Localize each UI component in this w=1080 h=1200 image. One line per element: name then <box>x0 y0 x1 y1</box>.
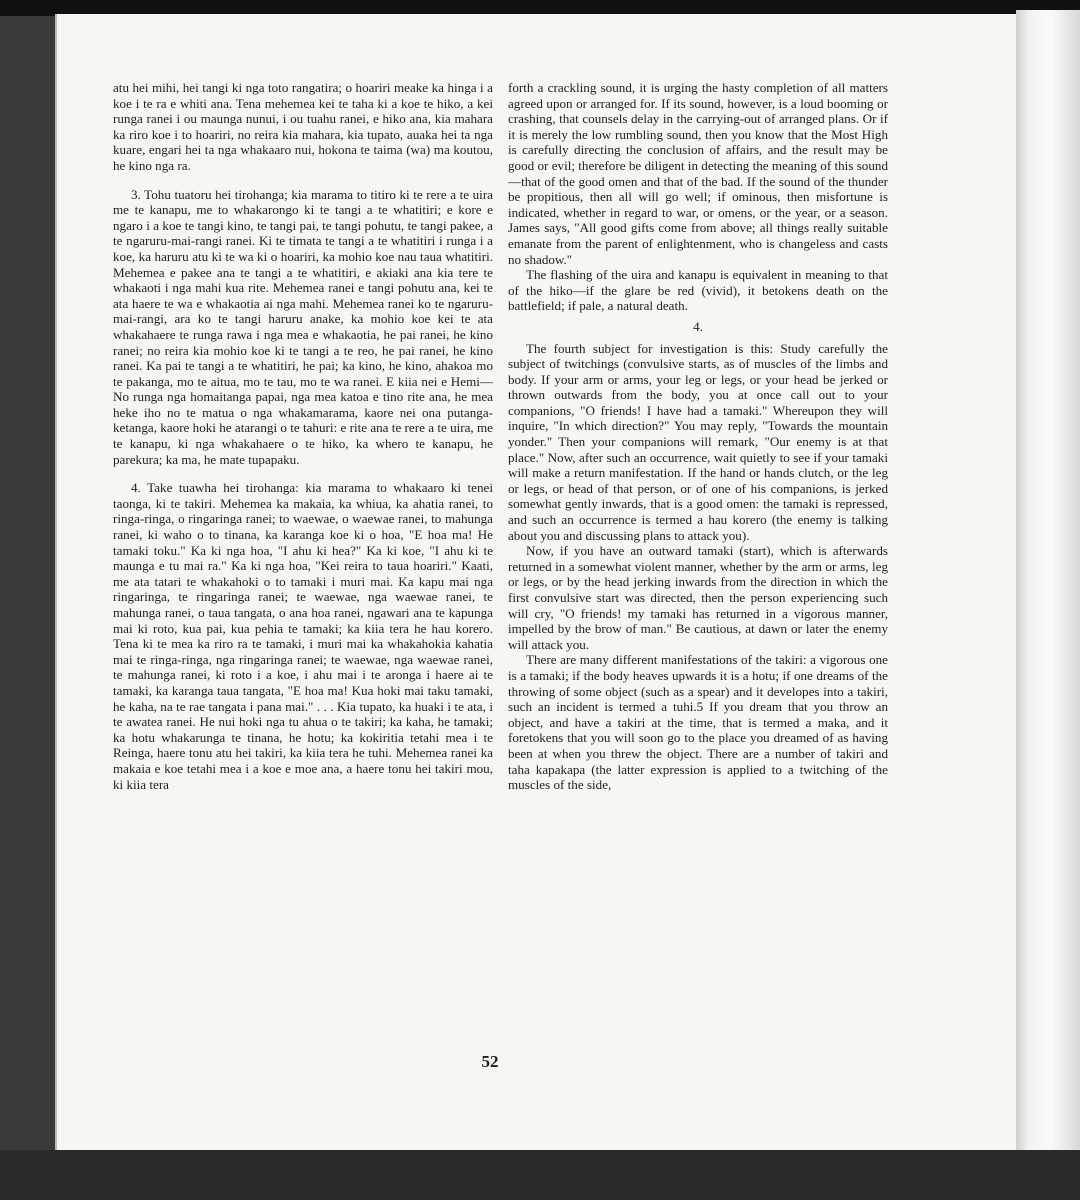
left-paragraph-3: 3. Tohu tuatoru hei tirohanga; kia marama to titiro ki te rere a te uira me te kanapu, me to whakarongo ki te tangi a te whatitiri; e kore e ngaro i a koe te tangi kino, te tangi pai, te tangi pohutu, te tangi pakee, a te ngaruru-mai-rangi ranei. Ki te timata te tangi a te whatitiri i runga i a koe, ka haruru atu ki te wa ki o hoariri, ka mohio koe nau taua whatitiri. Mehemea e pakee ana te tangi a te whatitiri, e akiaki ana kia tere te whakaoti i nga mahi kua rite. Mehemea ranei e tangi pohutu ana, kei te ata haere te wa e whakaotia ai nga mahi. Mehemea ranei ko te ngaruru-mai-rangi, ara ko te tangi haruru anake, ka mohio koe kei te ata whakahaere te runga rawa i nga mea e whakaotia, he pai ranei, he kino ranei; no reira kia mohio koe ki te tangi a te reo, he pai ranei, he kino ranei. Ka pai te tangi a te whatitiri, he pai; ka kino, he kino, ahakoa mo te pakanga, mo te aitua, mo te tau, mo te wa ranei. E kiia nei e Hemi—No runga nga homaitanga papai, nga mea katoa e tino rite ana, he mea heke iho no te matua o nga whakamarama, kaore nei ona putanga-ketanga, kaore hoki he atarangi o te tahuri: e rite ana te rere a te uira, me te kanapu, ki nga whakahaere o te hiko, ka whero te kanapu, he parekura; ka ma, he mate tupapaku. <box>113 186 493 467</box>
left-paragraph-continuation: atu hei mihi, hei tangi ki nga toto rangatira; o hoariri meake ka hinga i a koe i te ra e whiti ana. Tena mehemea kei te taha ki a koe te hiko, a kei runga ranei i ou maunga nunui, i ou tuahu ranei, e hiko ana, kia mahara ka riro koe i to hoariri, no reira kia mahara, kia tupato, auaka hei ta nga kuare, engari hei ta nga whakaaro nui, hokona te taima (wa) ma koutou, he kino nga ra. <box>113 80 493 173</box>
right-paragraph-manifestations: There are many different manifestations of the takiri: a vigorous one is a tamaki; if the body heaves upwards it is a hotu; if one dreams of the throwing of some object (such as a spear) and it developes into a takiri, such an incident is termed a tuhi.5 If you dream that you throw an object, and have a takiri at the time, that is termed a maka, and it foretokens that you will soon go to the place you dreamed of as having been at when you threw the object. There are a number of takiri and taha kapakapa (the latter expression is applied to a twitching of the muscles of the side, <box>508 652 888 793</box>
page-number: 52 <box>481 1052 499 1071</box>
section-number: 4. <box>693 318 703 334</box>
maori-text-column <box>113 80 493 792</box>
left-paragraph-4: 4. Take tuawha hei tirohanga: kia marama to whakaaro ki tenei taonga, ki te takiri. Mehemea ka makaia, ka whiua, ka ahatia ranei, to ringa-ringa, o ringaringa ranei; to waewae, o waewae ranei, to mahunga ranei, ki waho o to tinana, ka karanga koe ki o hoa, "E hoa ma! He tamaki toku." Ka ki nga hoa, "I ahu ki hea?" Ka ki koe, "I ahu ki te maunga e tu mai ra." Ka ki nga hoa, "Kei reira to taua hoariri." Kaati, me ata tatari te whakahoki o to tamaki i muri mai. Ka kapu mai nga ringaringa, te ringaringa ranei; te waewae, nga waewae ranei, te mahunga ranei, o taua tangata, o ana hoa ranei, ngawari ana te kapunga mai ki roto, kua pai, kua pehia te tamaki; ka kiia tera he hau korero. Tena ki te mea ka riro ra te tamaki, i muri mai ka whakahokia kahatia mai te ringa-ringa, nga ringaringa ranei; te waewae, nga waewae ranei, te mahunga ranei, ki roto i a koe, i ahu mai i te aronga i haere ai te tamaki, ka karanga taua tangata, "E hoa ma! Kua hoki mai taku tamaki, he kaha, na te rae tangata i pana mai." . . . Kia tupato, ka huaki i te ata, i te awatea ranei. He nui hoki nga tu ahua o te takiri; ka kaha, he tamaki; ka hotu whakarunga te tinana, he hotu; ka kokiritia tetahi mea i te Reinga, haere tonu atu hei takiri, ka kiia tera he tuhi. Mehemea ranei ka makaia e koe tetahi mea i a koe e moe ana, a haere tonu hei takiri mou, ki kiia tera <box>113 480 493 792</box>
english-text-column <box>508 80 888 793</box>
right-paragraph-flashing: The flashing of the uira and kanapu is equivalent in meaning to that of the hiko—if the glare be red (vivid), it betokens death on the battlefield; if pale, a natural death. <box>508 267 888 314</box>
right-paragraph-continuation: forth a crackling sound, it is urging the hasty completion of all matters agreed upon or arranged for. If its sound, however, is a loud booming or crashing, that counsels delay in the carrying-out of arranged plans. Or if it is merely the low rumbling sound, then you know that the Most High is carefully directing the conclusion of affairs, and the result may be good or evil; therefore be diligent in detecting the meaning of this sound—that of the good omen and that of the bad. If the sound of the thunder be propitious, then all will go well; if ominous, then misfortune is indicated, whether in regard to war, or omens, or the year, or a season. James says, "All good gifts come from above; all things really suitable emanate from the parent of enlightenment, who is changeless and casts no shadow." <box>508 80 888 267</box>
scan-border-bottom <box>0 1150 1080 1200</box>
adjacent-page-edge <box>1016 10 1080 1150</box>
right-paragraph-outward-tamaki: Now, if you have an outward tamaki (start), which is afterwards returned in a somewhat violent manner, whether by the arm or arms, leg or legs, or by the head jerking inwards from the direction in which the first convulsive start was directed, then the person experiencing such will cry, "O friends! my tamaki has returned in a vigorous manner, impelled by the brow of man." Be cautious, at dawn or later the enemy will attack you. <box>508 543 888 652</box>
right-paragraph-fourth-subject: The fourth subject for investigation is this: Study carefully the subject of twitchings (convulsive starts, as of muscles of the limbs and body. If your arm or arms, your leg or legs, or your head be jerked or thrown outwards from the body, you at once call out to your companions, "O friends! I have had a tamaki." Whereupon they will inquire, "In which direction?" You may reply, "Towards the mountain yonder." Then your companions will remark, "Our enemy is at that place." Now, after such an occurrence, wait quietly to see if your tamaki will make a return manifestation. If the hand or hands clutch, or the leg or legs, or head of that person, or of one of his companions, is jerked somewhat gently inwards, that is a good omen: the tamaki is repressed, and such an occurrence is termed a hau korero (the enemy is talking about you and discussing plans to attack you). <box>508 340 888 543</box>
